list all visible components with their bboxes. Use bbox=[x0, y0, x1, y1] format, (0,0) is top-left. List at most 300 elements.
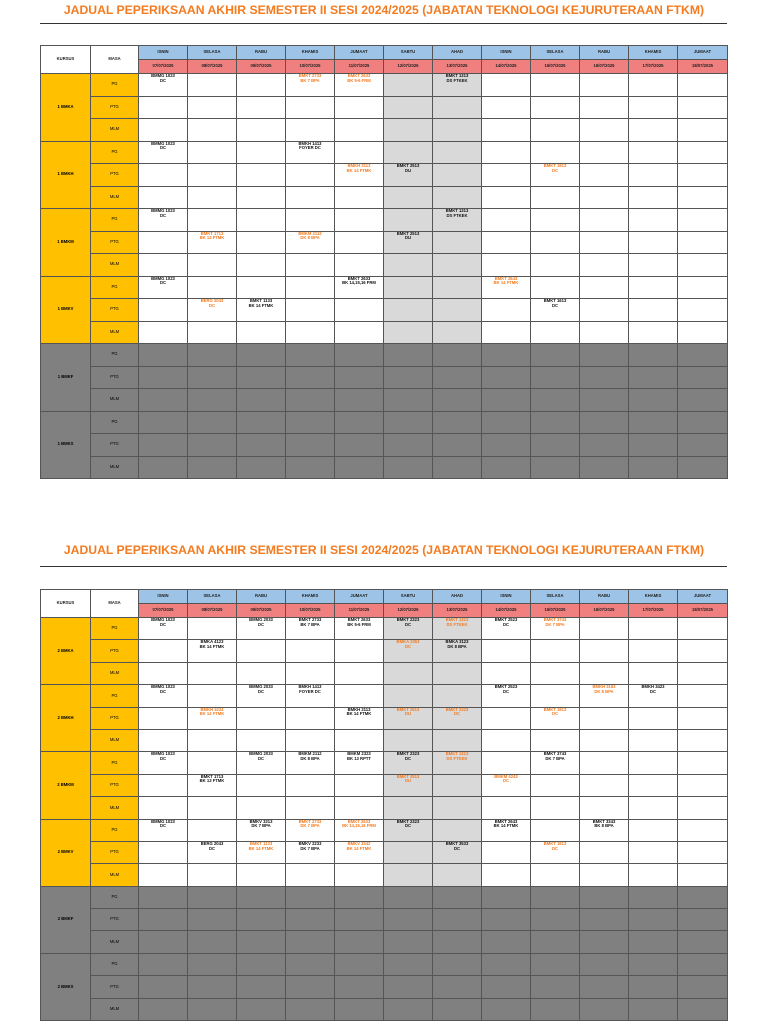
table-row bbox=[41, 141, 728, 164]
exam-slot bbox=[188, 456, 237, 479]
exam-slot bbox=[139, 819, 188, 841]
exam-slot bbox=[678, 931, 728, 953]
exam-slot bbox=[188, 141, 237, 164]
exam-course-code: BMKT 2733 bbox=[298, 73, 322, 78]
exam-slot bbox=[482, 321, 531, 344]
exam-slot bbox=[433, 640, 482, 662]
exam-slot bbox=[678, 841, 728, 863]
exam-slot bbox=[678, 186, 728, 209]
exam-slot bbox=[335, 141, 384, 164]
exam-slot bbox=[188, 231, 237, 254]
day-header: SABTU bbox=[384, 46, 433, 60]
exam-slot bbox=[629, 434, 678, 457]
exam-slot bbox=[384, 618, 433, 640]
exam-course-code: BMKT 3743 bbox=[543, 751, 567, 757]
exam-slot bbox=[286, 74, 335, 97]
exam-slot bbox=[531, 618, 580, 640]
exam-slot bbox=[629, 640, 678, 662]
exam-venue: BK 13 RPTT bbox=[347, 755, 371, 761]
exam-slot bbox=[531, 841, 580, 863]
exam-slot bbox=[531, 231, 580, 254]
exam-slot bbox=[139, 276, 188, 299]
exam-slot bbox=[678, 685, 728, 707]
exam-venue: BK 7 BPA bbox=[300, 77, 320, 83]
day-header: JUMAAT bbox=[678, 46, 728, 60]
exam-course-code: BMKT 2513 bbox=[396, 231, 420, 236]
exam-slot bbox=[678, 254, 728, 277]
exam-course-code: BMMG 1023 bbox=[151, 617, 175, 622]
exam-slot bbox=[286, 864, 335, 886]
exam-slot bbox=[433, 685, 482, 707]
exam-slot bbox=[139, 752, 188, 774]
exam-slot bbox=[629, 729, 678, 751]
exam-slot bbox=[139, 662, 188, 684]
exam-slot bbox=[384, 366, 433, 389]
exam-slot bbox=[482, 186, 531, 209]
day-header: JUMAAT bbox=[335, 46, 384, 60]
exam-slot bbox=[580, 640, 629, 662]
exam-slot bbox=[433, 164, 482, 187]
exam-slot bbox=[482, 366, 531, 389]
exam-slot bbox=[139, 434, 188, 457]
exam-slot bbox=[335, 456, 384, 479]
exam-slot bbox=[629, 886, 678, 908]
exam-slot bbox=[286, 707, 335, 729]
day-header: RABU bbox=[237, 46, 286, 60]
exam-course-code: BMKH 2113 bbox=[347, 163, 371, 168]
exam-slot bbox=[531, 819, 580, 841]
exam-slot bbox=[139, 209, 188, 232]
day-header: RABU bbox=[580, 46, 629, 60]
exam-slot bbox=[384, 752, 433, 774]
exam-slot bbox=[384, 640, 433, 662]
exam-slot bbox=[678, 797, 728, 819]
table-row bbox=[41, 819, 728, 841]
exam-slot bbox=[286, 186, 335, 209]
exam-slot bbox=[286, 231, 335, 254]
exam-slot bbox=[139, 164, 188, 187]
exam-slot bbox=[629, 411, 678, 434]
session-cell: MLM bbox=[91, 186, 139, 209]
exam-venue: BK 14,15,16 FRM bbox=[342, 280, 376, 286]
exam-slot bbox=[629, 186, 678, 209]
timetable-title: JADUAL PEPERIKSAAN AKHIR SEMESTER II SESI 2024/2025 (JABATAN TEKNOLOGI KEJURUTERAAN FTKM) bbox=[63, 543, 705, 557]
exam-slot bbox=[678, 456, 728, 479]
exam-slot bbox=[139, 119, 188, 142]
exam-course-code: BMMG 1023 bbox=[151, 276, 175, 281]
exam-venue: BK 14 FTMK bbox=[346, 167, 372, 173]
exam-slot bbox=[433, 774, 482, 796]
exam-slot bbox=[139, 729, 188, 751]
exam-slot bbox=[531, 164, 580, 187]
exam-slot bbox=[237, 729, 286, 751]
table-row bbox=[41, 998, 728, 1020]
course-code-cell: 2 BMKS bbox=[41, 953, 91, 1020]
table-row bbox=[41, 797, 728, 819]
exam-slot bbox=[531, 186, 580, 209]
date-header: 11/07/2025 bbox=[335, 604, 384, 618]
exam-course-code: BMKA 3123 bbox=[445, 639, 469, 645]
exam-course-code: BMMG 1023 bbox=[151, 819, 175, 824]
exam-slot bbox=[433, 998, 482, 1020]
day-header: RABU bbox=[237, 590, 286, 604]
session-cell: MLM bbox=[91, 931, 139, 953]
exam-slot bbox=[237, 389, 286, 412]
exam-slot bbox=[188, 774, 237, 796]
exam-venue: BK 14 FTMK bbox=[346, 711, 372, 717]
session-cell: MLM bbox=[91, 864, 139, 886]
exam-slot bbox=[286, 276, 335, 299]
exam-slot bbox=[286, 119, 335, 142]
exam-slot bbox=[237, 411, 286, 434]
exam-venue: DC bbox=[502, 688, 510, 694]
exam-slot bbox=[678, 909, 728, 931]
exam-slot bbox=[580, 841, 629, 863]
exam-slot bbox=[237, 618, 286, 640]
exam-slot bbox=[286, 411, 335, 434]
exam-slot bbox=[482, 729, 531, 751]
exam-slot bbox=[286, 909, 335, 931]
exam-slot bbox=[335, 864, 384, 886]
exam-slot bbox=[531, 344, 580, 367]
session-cell: PG bbox=[91, 953, 139, 975]
exam-slot bbox=[139, 344, 188, 367]
exam-slot bbox=[678, 864, 728, 886]
exam-slot bbox=[580, 366, 629, 389]
exam-slot bbox=[237, 976, 286, 998]
exam-venue: DC bbox=[502, 621, 510, 627]
exam-course-code: BMKT 1613 bbox=[543, 841, 567, 846]
exam-slot bbox=[286, 456, 335, 479]
exam-slot bbox=[286, 729, 335, 751]
exam-slot bbox=[580, 164, 629, 187]
exam-slot bbox=[384, 164, 433, 187]
exam-slot bbox=[433, 456, 482, 479]
exam-slot bbox=[286, 141, 335, 164]
exam-slot bbox=[335, 299, 384, 322]
exam-slot bbox=[188, 299, 237, 322]
table-row bbox=[41, 434, 728, 457]
exam-slot bbox=[531, 998, 580, 1020]
exam-course-code: BMKM 2323 bbox=[347, 751, 371, 757]
exam-slot bbox=[335, 164, 384, 187]
exam-slot bbox=[384, 209, 433, 232]
exam-slot bbox=[139, 998, 188, 1020]
exam-slot bbox=[678, 819, 728, 841]
exam-slot bbox=[384, 456, 433, 479]
session-cell: PTG bbox=[91, 164, 139, 187]
masa-header: MASA bbox=[91, 46, 139, 74]
date-header: 18/07/2025 bbox=[678, 60, 728, 74]
exam-course-code: BMKT 1133 bbox=[249, 298, 273, 303]
exam-slot bbox=[286, 321, 335, 344]
exam-venue: BK 14 FTMK bbox=[493, 280, 519, 286]
exam-slot bbox=[335, 819, 384, 841]
date-header: 16/07/2025 bbox=[580, 604, 629, 618]
exam-slot bbox=[580, 411, 629, 434]
exam-course-code: BMMG 1023 bbox=[151, 208, 175, 213]
exam-slot bbox=[482, 864, 531, 886]
day-header: SELASA bbox=[531, 46, 580, 60]
table-row bbox=[41, 953, 728, 975]
exam-slot bbox=[433, 141, 482, 164]
exam-slot bbox=[482, 411, 531, 434]
exam-slot bbox=[433, 707, 482, 729]
exam-venue: BK 14 FTMK bbox=[199, 711, 225, 717]
exam-course-code: BMKT 2513 bbox=[396, 707, 420, 712]
session-cell: PG bbox=[91, 886, 139, 908]
exam-slot bbox=[482, 231, 531, 254]
exam-slot bbox=[335, 366, 384, 389]
exam-slot bbox=[433, 186, 482, 209]
table-row bbox=[41, 774, 728, 796]
exam-venue: DC bbox=[257, 755, 265, 761]
date-header: 15/07/2025 bbox=[531, 60, 580, 74]
table-row bbox=[41, 276, 728, 299]
day-header: SELASA bbox=[188, 46, 237, 60]
exam-slot bbox=[384, 96, 433, 119]
exam-slot bbox=[678, 276, 728, 299]
table-row bbox=[41, 456, 728, 479]
exam-slot bbox=[335, 886, 384, 908]
exam-slot bbox=[531, 707, 580, 729]
session-cell: PTG bbox=[91, 434, 139, 457]
exam-venue: BK 5-6 FRM bbox=[347, 621, 371, 627]
exam-course-code: BMKV 3342 bbox=[347, 841, 371, 846]
table-row bbox=[41, 729, 728, 751]
session-cell: PG bbox=[91, 209, 139, 232]
exam-slot bbox=[139, 931, 188, 953]
exam-slot bbox=[580, 729, 629, 751]
exam-slot bbox=[580, 886, 629, 908]
session-cell: MLM bbox=[91, 797, 139, 819]
exam-slot bbox=[335, 976, 384, 998]
exam-slot bbox=[482, 998, 531, 1020]
exam-slot bbox=[433, 662, 482, 684]
exam-slot bbox=[531, 976, 580, 998]
exam-slot bbox=[139, 141, 188, 164]
date-header: 07/07/2025 bbox=[139, 60, 188, 74]
exam-slot bbox=[629, 254, 678, 277]
table-row bbox=[41, 618, 728, 640]
exam-slot bbox=[531, 685, 580, 707]
exam-slot bbox=[482, 74, 531, 97]
exam-slot bbox=[335, 729, 384, 751]
table-row bbox=[41, 74, 728, 97]
table-row bbox=[41, 909, 728, 931]
exam-slot bbox=[188, 640, 237, 662]
table-row bbox=[41, 299, 728, 322]
exam-slot bbox=[629, 276, 678, 299]
exam-slot bbox=[139, 254, 188, 277]
exam-slot bbox=[286, 841, 335, 863]
date-header: 17/07/2025 bbox=[629, 604, 678, 618]
exam-venue: BK 14 FTMK bbox=[248, 845, 274, 851]
exam-slot bbox=[433, 797, 482, 819]
exam-slot bbox=[433, 976, 482, 998]
exam-slot bbox=[384, 411, 433, 434]
exam-course-code: BMKH 3163 bbox=[592, 684, 616, 690]
exam-venue: DC bbox=[159, 77, 167, 83]
exam-slot bbox=[139, 186, 188, 209]
date-header: 16/07/2025 bbox=[580, 60, 629, 74]
exam-slot bbox=[237, 186, 286, 209]
table-row bbox=[41, 662, 728, 684]
exam-slot bbox=[482, 953, 531, 975]
exam-slot bbox=[384, 685, 433, 707]
exam-slot bbox=[531, 662, 580, 684]
exam-slot bbox=[139, 366, 188, 389]
day-header: SELASA bbox=[188, 590, 237, 604]
exam-course-code: BMKT 2513 bbox=[396, 774, 420, 779]
exam-slot bbox=[335, 685, 384, 707]
exam-slot bbox=[188, 797, 237, 819]
exam-slot bbox=[629, 231, 678, 254]
exam-slot bbox=[580, 389, 629, 412]
exam-slot bbox=[580, 456, 629, 479]
exam-slot bbox=[286, 998, 335, 1020]
exam-slot bbox=[580, 254, 629, 277]
exam-venue: DK 7 BPA bbox=[251, 823, 271, 829]
exam-slot bbox=[188, 931, 237, 953]
exam-slot bbox=[335, 389, 384, 412]
exam-venue: DK 7 BPA bbox=[300, 845, 320, 851]
course-code-cell: 1 BMKH bbox=[41, 141, 91, 209]
exam-slot bbox=[629, 797, 678, 819]
exam-slot bbox=[678, 998, 728, 1020]
exam-slot bbox=[335, 640, 384, 662]
exam-course-code: BMKT 2323 bbox=[445, 707, 469, 712]
exam-slot bbox=[188, 389, 237, 412]
day-header: JUMAAT bbox=[678, 590, 728, 604]
exam-course-code: BMKT 1713 bbox=[200, 774, 224, 779]
exam-slot bbox=[482, 662, 531, 684]
table-row bbox=[41, 119, 728, 142]
exam-slot bbox=[139, 321, 188, 344]
exam-slot bbox=[335, 707, 384, 729]
exam-slot bbox=[531, 276, 580, 299]
exam-course-code: BMKA 3353 bbox=[396, 639, 420, 645]
exam-slot bbox=[139, 74, 188, 97]
day-header: RABU bbox=[580, 590, 629, 604]
exam-slot bbox=[237, 119, 286, 142]
exam-slot bbox=[580, 74, 629, 97]
exam-slot bbox=[188, 254, 237, 277]
session-cell: PG bbox=[91, 618, 139, 640]
exam-slot bbox=[629, 685, 678, 707]
exam-course-code: BMMG 2033 bbox=[249, 751, 273, 757]
exam-slot bbox=[580, 276, 629, 299]
exam-slot bbox=[384, 662, 433, 684]
exam-slot bbox=[286, 976, 335, 998]
exam-slot bbox=[384, 998, 433, 1020]
exam-venue: BK 14 FTMK bbox=[493, 823, 519, 829]
exam-slot bbox=[678, 953, 728, 975]
exam-slot bbox=[139, 96, 188, 119]
exam-slot bbox=[237, 886, 286, 908]
exam-venue: DC bbox=[453, 845, 461, 851]
exam-slot bbox=[678, 774, 728, 796]
exam-slot bbox=[188, 434, 237, 457]
course-code-cell: 1 BMKS bbox=[41, 411, 91, 479]
table-row bbox=[41, 209, 728, 232]
day-header: KHAMIS bbox=[286, 590, 335, 604]
exam-slot bbox=[384, 321, 433, 344]
exam-slot bbox=[237, 231, 286, 254]
exam-slot bbox=[335, 209, 384, 232]
date-header: 09/07/2025 bbox=[237, 604, 286, 618]
exam-course-code: BMKV 3313 bbox=[249, 819, 273, 824]
exam-slot bbox=[433, 299, 482, 322]
exam-slot bbox=[286, 344, 335, 367]
exam-slot bbox=[139, 618, 188, 640]
exam-slot bbox=[531, 96, 580, 119]
exam-slot bbox=[139, 909, 188, 931]
exam-course-code: BMKT 3533 bbox=[445, 841, 469, 846]
exam-slot bbox=[384, 276, 433, 299]
date-header: 15/07/2025 bbox=[531, 604, 580, 618]
exam-slot bbox=[580, 209, 629, 232]
exam-slot bbox=[531, 640, 580, 662]
session-cell: MLM bbox=[91, 119, 139, 142]
session-cell: PG bbox=[91, 276, 139, 299]
exam-slot bbox=[580, 344, 629, 367]
exam-slot bbox=[580, 774, 629, 796]
exam-venue: DC bbox=[159, 280, 167, 286]
exam-slot bbox=[335, 276, 384, 299]
exam-timetable-table bbox=[40, 589, 728, 1021]
exam-slot bbox=[188, 909, 237, 931]
session-cell: MLM bbox=[91, 729, 139, 751]
exam-venue: DS FTKEK bbox=[446, 77, 468, 83]
exam-course-code: BMKH 1413 bbox=[298, 684, 322, 690]
exam-slot bbox=[580, 819, 629, 841]
exam-slot bbox=[237, 662, 286, 684]
exam-slot bbox=[629, 841, 678, 863]
exam-slot bbox=[482, 707, 531, 729]
exam-slot bbox=[482, 164, 531, 187]
exam-venue: DC bbox=[404, 621, 412, 627]
exam-course-code: BMMG 2033 bbox=[249, 617, 273, 622]
exam-slot bbox=[629, 456, 678, 479]
session-cell: PTG bbox=[91, 707, 139, 729]
exam-slot bbox=[580, 662, 629, 684]
exam-course-code: BMKM 4243 bbox=[494, 774, 518, 779]
exam-venue: DK 7 BPA bbox=[545, 621, 565, 627]
date-header: 07/07/2025 bbox=[139, 604, 188, 618]
exam-venue: DK 8 BPA bbox=[300, 235, 320, 241]
exam-slot bbox=[384, 434, 433, 457]
exam-slot bbox=[629, 707, 678, 729]
course-code-cell: 1 BMKM bbox=[41, 209, 91, 277]
exam-slot bbox=[580, 864, 629, 886]
session-cell: MLM bbox=[91, 321, 139, 344]
exam-slot bbox=[286, 366, 335, 389]
exam-course-code: BMKT 3743 bbox=[543, 617, 567, 622]
course-code-cell: 2 BMKA bbox=[41, 618, 91, 685]
exam-venue: DC bbox=[159, 823, 167, 829]
exam-slot bbox=[188, 321, 237, 344]
exam-slot bbox=[188, 411, 237, 434]
exam-slot bbox=[139, 864, 188, 886]
exam-slot bbox=[433, 729, 482, 751]
exam-slot bbox=[580, 321, 629, 344]
exam-venue: FOYER DC bbox=[299, 145, 321, 151]
exam-slot bbox=[335, 774, 384, 796]
exam-venue: BK 14,15,16 FRM bbox=[342, 823, 376, 829]
exam-slot bbox=[384, 389, 433, 412]
exam-slot bbox=[188, 685, 237, 707]
